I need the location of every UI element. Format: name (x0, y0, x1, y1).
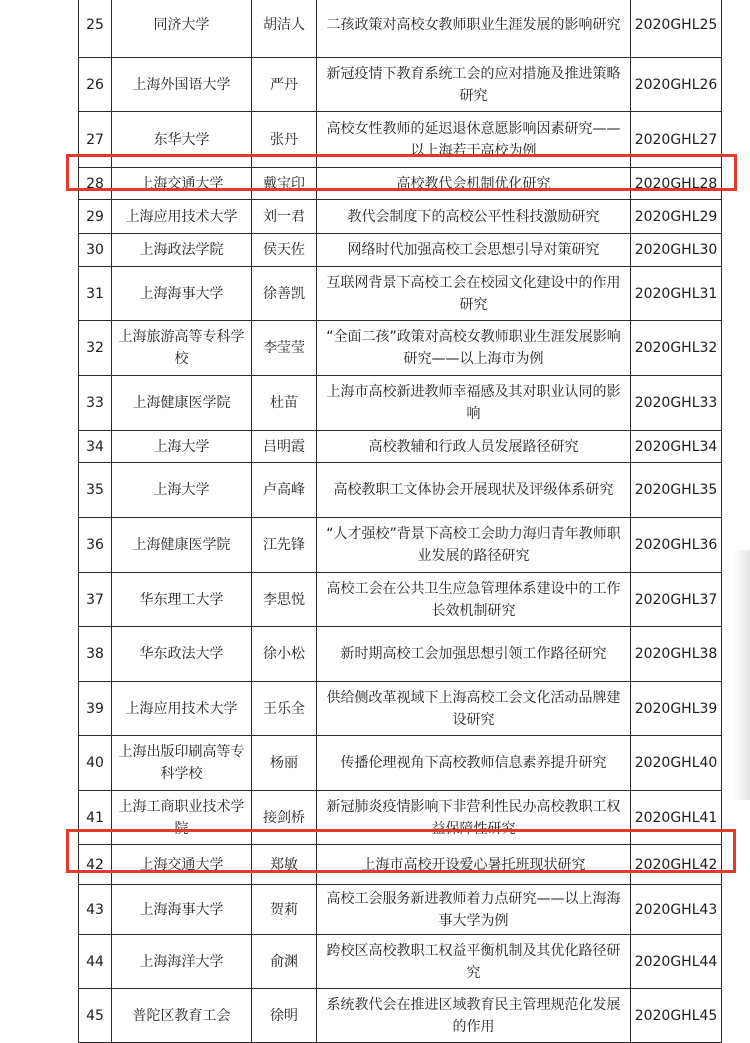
researcher-name-cell: 徐明 (252, 989, 317, 1043)
row-number-cell: 34 (79, 431, 112, 463)
project-title-cell: 跨校区高校教职工权益平衡机制及其优化路径研究 (317, 935, 631, 989)
row-number-cell: 42 (79, 845, 112, 885)
school-name-cell: 华东政法大学 (112, 627, 252, 682)
researcher-name-cell: 贺莉 (252, 885, 317, 935)
researcher-name-cell: 李莹莹 (252, 321, 317, 376)
school-name-cell: 上海应用技术大学 (112, 682, 252, 736)
school-name-cell: 上海外国语大学 (112, 58, 252, 112)
school-name-cell: 上海海事大学 (112, 267, 252, 321)
row-number-cell: 43 (79, 885, 112, 935)
project-code-cell: 2020GHL36 (631, 518, 722, 573)
row-number-cell: 32 (79, 321, 112, 376)
school-name-cell: 上海旅游高等专科学校 (112, 321, 252, 376)
project-title-cell: “全面二孩”政策对高校女教师职业生涯发展影响研究——以上海市为例 (317, 321, 631, 376)
table-row (79, 463, 722, 518)
project-code-cell: 2020GHL42 (631, 845, 722, 885)
table-row (79, 791, 722, 845)
table-row (79, 736, 722, 791)
row-number-cell: 31 (79, 267, 112, 321)
researcher-name-cell: 接剑桥 (252, 791, 317, 845)
project-code-cell: 2020GHL39 (631, 682, 722, 736)
researcher-name-cell: 刘一君 (252, 200, 317, 234)
row-number-cell: 25 (79, 0, 112, 58)
project-title-cell: “人才强校”背景下高校工会助力海归青年教师职业发展的路径研究 (317, 518, 631, 573)
researcher-name-cell: 杨丽 (252, 736, 317, 791)
school-name-cell: 东华大学 (112, 112, 252, 168)
researcher-name-cell: 吕明霞 (252, 431, 317, 463)
project-title-cell: 互联网背景下高校工会在校园文化建设中的作用研究 (317, 267, 631, 321)
row-number-cell: 37 (79, 573, 112, 627)
project-code-cell: 2020GHL27 (631, 112, 722, 168)
row-number-cell: 29 (79, 200, 112, 234)
project-code-cell: 2020GHL25 (631, 0, 722, 58)
project-title-cell: 高校女性教师的延迟退休意愿影响因素研究——以上海若干高校为例 (317, 112, 631, 168)
row-number-cell: 36 (79, 518, 112, 573)
project-title-cell: 上海市高校开设爱心暑托班现状研究 (317, 845, 631, 885)
row-number-cell: 44 (79, 935, 112, 989)
row-number-cell: 41 (79, 791, 112, 845)
school-name-cell: 上海政法学院 (112, 234, 252, 267)
project-title-cell: 新时期高校工会加强思想引领工作路径研究 (317, 627, 631, 682)
researcher-name-cell: 徐善凯 (252, 267, 317, 321)
project-title-cell: 新冠疫情下教育系统工会的应对措施及推进策略研究 (317, 58, 631, 112)
table-row (79, 518, 722, 573)
school-name-cell: 华东理工大学 (112, 573, 252, 627)
school-name-cell: 上海交通大学 (112, 168, 252, 200)
project-code-cell: 2020GHL35 (631, 463, 722, 518)
project-code-cell: 2020GHL40 (631, 736, 722, 791)
project-title-cell: 供给侧改革视域下上海高校工会文化活动品牌建设研究 (317, 682, 631, 736)
project-code-cell: 2020GHL37 (631, 573, 722, 627)
project-title-cell: 传播伦理视角下高校教师信息素养提升研究 (317, 736, 631, 791)
table-body (79, 0, 722, 1043)
project-title-cell: 高校工会服务新进教师着力点研究——以上海海事大学为例 (317, 885, 631, 935)
row-number-cell: 35 (79, 463, 112, 518)
table-row (79, 627, 722, 682)
researcher-name-cell: 江先锋 (252, 518, 317, 573)
row-number-cell: 26 (79, 58, 112, 112)
project-code-cell: 2020GHL43 (631, 885, 722, 935)
project-title-cell: 上海市高校新进教师幸福感及其对职业认同的影响 (317, 376, 631, 431)
table-row (79, 112, 722, 168)
researcher-name-cell: 严丹 (252, 58, 317, 112)
school-name-cell: 上海出版印刷高等专科学校 (112, 736, 252, 791)
project-code-cell: 2020GHL30 (631, 234, 722, 267)
school-name-cell: 同济大学 (112, 0, 252, 58)
table-row (79, 168, 722, 200)
school-name-cell: 上海应用技术大学 (112, 200, 252, 234)
researcher-name-cell: 张丹 (252, 112, 317, 168)
researcher-name-cell: 郑敏 (252, 845, 317, 885)
table-row (79, 935, 722, 989)
school-name-cell: 上海交通大学 (112, 845, 252, 885)
project-title-cell: 新冠肺炎疫情影响下非营利性民办高校教职工权益保障性研究 (317, 791, 631, 845)
researcher-name-cell: 李思悦 (252, 573, 317, 627)
project-title-cell: 系统教代会在推进区域教育民主管理规范化发展的作用 (317, 989, 631, 1043)
researcher-name-cell: 胡洁人 (252, 0, 317, 58)
table-row (79, 321, 722, 376)
table-row (79, 885, 722, 935)
table-row (79, 58, 722, 112)
table-row (79, 989, 722, 1043)
table-row (79, 200, 722, 234)
project-code-cell: 2020GHL33 (631, 376, 722, 431)
project-code-cell: 2020GHL38 (631, 627, 722, 682)
school-name-cell: 上海健康医学院 (112, 518, 252, 573)
project-title-cell: 网络时代加强高校工会思想引导对策研究 (317, 234, 631, 267)
project-code-cell: 2020GHL44 (631, 935, 722, 989)
school-name-cell: 普陀区教育工会 (112, 989, 252, 1043)
row-number-cell: 27 (79, 112, 112, 168)
table-row (79, 845, 722, 885)
project-title-cell: 高校工会在公共卫生应急管理体系建设中的工作长效机制研究 (317, 573, 631, 627)
project-code-cell: 2020GHL41 (631, 791, 722, 845)
project-list-table (78, 0, 722, 1043)
school-name-cell: 上海大学 (112, 431, 252, 463)
project-code-cell: 2020GHL28 (631, 168, 722, 200)
project-code-cell: 2020GHL29 (631, 200, 722, 234)
table-row (79, 376, 722, 431)
project-code-cell: 2020GHL34 (631, 431, 722, 463)
row-number-cell: 28 (79, 168, 112, 200)
project-title-cell: 高校教辅和行政人员发展路径研究 (317, 431, 631, 463)
project-code-cell: 2020GHL31 (631, 267, 722, 321)
project-code-cell: 2020GHL26 (631, 58, 722, 112)
researcher-name-cell: 卢高峰 (252, 463, 317, 518)
table-row (79, 431, 722, 463)
row-number-cell: 39 (79, 682, 112, 736)
project-code-cell: 2020GHL32 (631, 321, 722, 376)
table-row (79, 234, 722, 267)
table-row (79, 682, 722, 736)
researcher-name-cell: 杜苗 (252, 376, 317, 431)
table-row (79, 573, 722, 627)
school-name-cell: 上海健康医学院 (112, 376, 252, 431)
page-edge-shadow (734, 550, 750, 800)
project-title-cell: 高校教代会机制优化研究 (317, 168, 631, 200)
researcher-name-cell: 王乐全 (252, 682, 317, 736)
row-number-cell: 33 (79, 376, 112, 431)
row-number-cell: 30 (79, 234, 112, 267)
researcher-name-cell: 徐小松 (252, 627, 317, 682)
project-code-cell: 2020GHL45 (631, 989, 722, 1043)
school-name-cell: 上海海洋大学 (112, 935, 252, 989)
school-name-cell: 上海工商职业技术学院 (112, 791, 252, 845)
researcher-name-cell: 侯天佐 (252, 234, 317, 267)
project-title-cell: 高校教职工文体协会开展现状及评级体系研究 (317, 463, 631, 518)
row-number-cell: 40 (79, 736, 112, 791)
school-name-cell: 上海海事大学 (112, 885, 252, 935)
project-title-cell: 二孩政策对高校女教师职业生涯发展的影响研究 (317, 0, 631, 58)
project-title-cell: 教代会制度下的高校公平性科技激励研究 (317, 200, 631, 234)
row-number-cell: 45 (79, 989, 112, 1043)
school-name-cell: 上海大学 (112, 463, 252, 518)
table-row (79, 0, 722, 58)
row-number-cell: 38 (79, 627, 112, 682)
researcher-name-cell: 戴宝印 (252, 168, 317, 200)
table-row (79, 267, 722, 321)
researcher-name-cell: 俞渊 (252, 935, 317, 989)
